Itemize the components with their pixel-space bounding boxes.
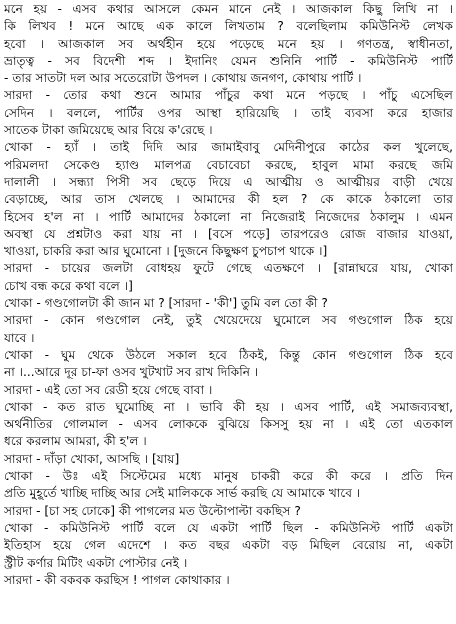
text-line: পরিমলদা সেকেণ্ড হ্যাণ্ড মালপত্র বেচাবেচা করছে, হাবুল মামা করছে জমি [4,157,453,172]
text-line: স্ট্রীট কর্ণার মিটিং একটা পোস্টার নেই । [4,555,188,570]
text-line: হিসেব হ'ল না । পার্টি আমাদের ঠকালো না নিজেরাই নিজেদের ঠকালুম । এমন [4,209,453,224]
text-line: সেদিন । বললে, পার্টির ওপর আস্থা হারিয়েছি । তাই ব্যবসা করে হাজার [4,105,453,120]
text-line: সারদা - এই তো সব রেডী হয়ে গেছে বাবা । [4,382,213,397]
text-line: সাতেক টাকা জমিয়েছে আর বিয়ে ক'রেছে । [4,123,213,138]
text-line: খোকা - কমিউনিস্ট পার্টি বলে যে একটা পার্টি ছিল - কমিউনিস্ট পার্টি একটা [4,520,453,535]
text-line: হবো । আজকাল সব অর্থহীন হয়ে পড়েছে মনে হয় । গণতন্ত্র, স্বাধীনতা, [4,36,453,51]
text-line: খোকা - গণ্ডগোলটা কী জান মা ? [সারদা - 'কী'] তুমি বল তো কী ? [4,296,328,311]
text-line: যাবে । [4,330,35,345]
text-line: সারদা - তোর কথা শুনে আমার পাঁচুর কথা মনে পড়ছে । পাঁচু এসেছিল [4,88,453,103]
text-line: চোখ বন্ধ করে কথা বলে ।] [4,278,133,293]
text-line: খোকা - হ্যাঁ । তাই দিদি আর জামাইবাবু মেদিনীপুরে কাঠের কল খুলেছে, [4,140,453,155]
text-line: সারদা - [চা সহ ঢোকে] কী পাগলের মত উল্টোপাল্টা বকছিস ? [4,503,301,518]
text-line: সারদা - কোন গণ্ডগোল নেই, তুই খেয়েদেয়ে ঘুমোলে সব গণ্ডগোল ঠিক হয়ে [4,313,453,328]
text-line: সারদা - চায়ের জলটা বোধহয় ফুটে গেছে এতক্ষণে । [রান্নাঘরে যায়, খোকা [4,261,453,276]
text-line: অবস্থা যে প্রশ্নটাও করা যায় না । [বসে পড়ে] তারপরেও রোজ বাজার যাওয়া, [4,226,453,241]
text-line: দালালী । সন্ধ্যা পিসী সব ছেড়ে দিয়ে এ আত্মীয় ও আত্মীয়র বাড়ী খেয়ে [4,174,453,189]
text-line: - তার সাতটা দল আর সতেরোটা উপদল । কোথায় জনগণ, কোথায় পার্টি । [4,71,362,86]
text-line: না ।...আরে দূর চা-ফা ওসব খুটখাট সব রাখ দিকিনি । [4,365,259,380]
text-line: খাওয়া, চাকরি করা আর ঘুমোনো । [দুজনে কিছুক্ষণ চুপচাপ থাকে ।] [4,244,328,259]
text-line: ভ্রাতৃত্ব - সব বিদেশী শব্দ । ইদানিং যেমন শুনিনি পার্টি - কমিউনিস্ট পার্টি [4,53,453,68]
text-line: খোকা - উঃ এই সিস্টেমের মধ্যে মানুষ চাকরী করে কী করে । প্রতি দিন [4,469,453,484]
text-line: বেড়াচ্ছে, আর তাস খেলছে । আমাদের কী হল ? কে কাকে ঠকালো তার [4,192,453,207]
text-line: খোকা - ঘুম থেকে উঠলে সকাল হবে ঠিকই, কিন্তু কোন গণ্ডগোল ঠিক হবে [4,347,453,362]
text-line: সারদা - কী বকবক করছিস ! পাগল কোথাকার । [4,572,230,587]
text-line: অর্থনীতির গোলমাল - এসব লোককে বুঝিয়ে কিসসু হয় না । এই তো এতকাল [4,417,453,432]
text-line: মনে হয় - এসব কথার আসলে কেমন মানে নেই । আজকাল কিছু লিখি না । [4,2,453,16]
text-line: ইতিহাস হয়ে গেল এদেশে । কত বছর একটা বড় মিছিল বেরোয় না, একটা [4,538,453,553]
text-line: ধরে করলাম আমরা, কী হ'ল । [4,434,147,449]
text-line: খোকা - কত রাত ঘুমোচ্ছি না । ভাবি কী হয় । এসব পার্টি, এই সমাজব্যবস্থা, [4,399,453,414]
text-line: সারদা - দাঁড়া খোকা, আসছি । [যায়] [4,451,180,466]
text-line: কি লিখব ! মনে আছে এক কালে লিখতাম ? বলেছিলাম কমিউনিস্ট লেখক [4,19,453,34]
text-line: প্রতি মুহূর্তে খাচ্ছি দাচ্ছি আর সেই মালিককে সার্ভ করছি যে আমাকে খাবে । [4,486,361,501]
